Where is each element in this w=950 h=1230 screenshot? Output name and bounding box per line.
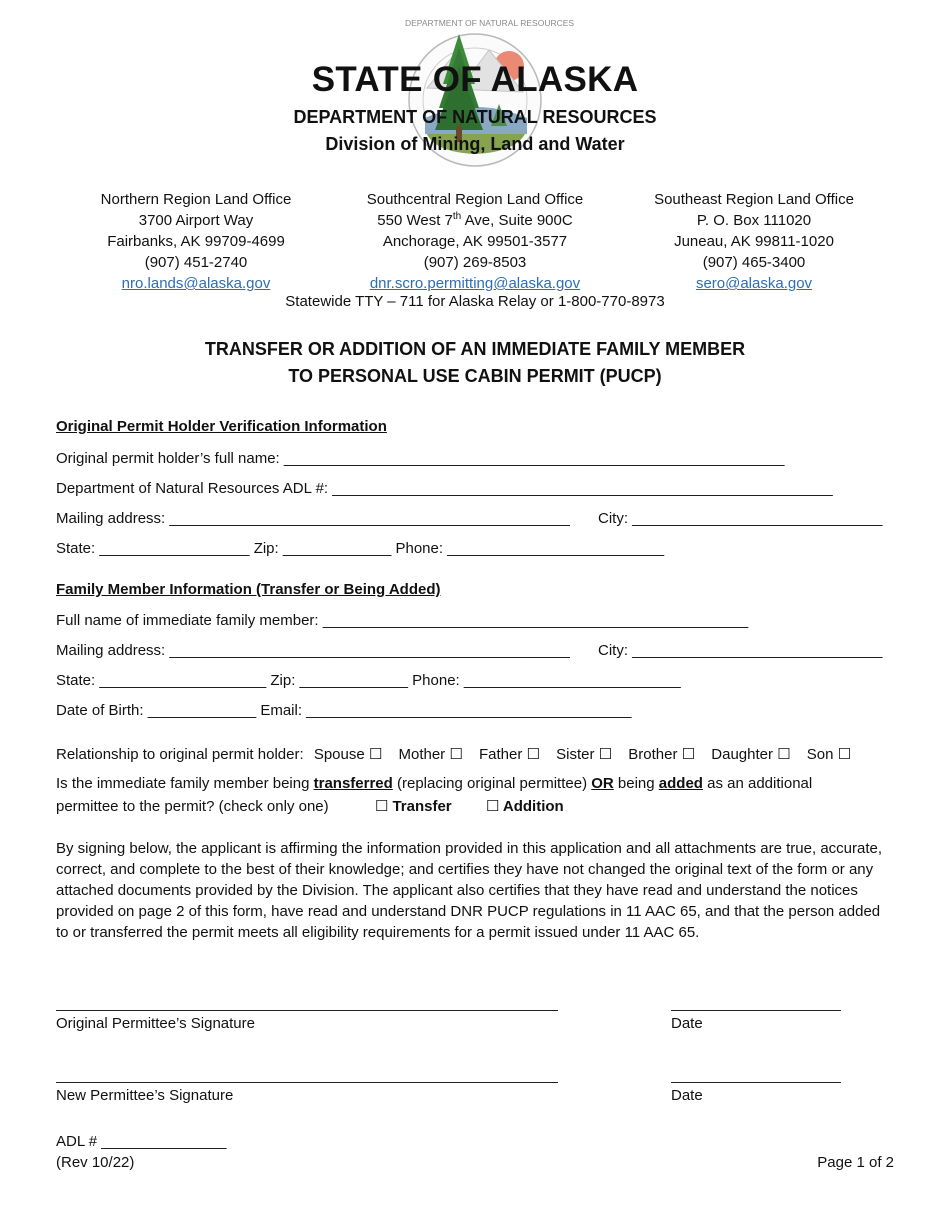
family-full-name-field[interactable]: Full name of immediate family member: ___________________________________________________	[56, 612, 749, 629]
family-mailing-address-field[interactable]: Mailing address: ________________________________________________	[56, 642, 570, 659]
original-signature-label: Original Permittee’s Signature	[56, 1015, 255, 1032]
relationship-option-spouse[interactable]: Spouse ☐	[313, 746, 383, 763]
office-name: Southeast Region Land Office	[654, 191, 854, 208]
checkbox-icon: ☐	[485, 798, 500, 815]
original-state-zip-phone-fields[interactable]: State: __________________ Zip: _____________ Phone: __________________________	[56, 540, 665, 557]
original-mailing-address-field[interactable]: Mailing address: ________________________________________________	[56, 510, 570, 527]
office-address: 550 West 7th Ave, Suite 900C	[377, 211, 573, 229]
office-city: Anchorage, AK 99501-3577	[382, 233, 568, 250]
checkbox-icon: ☐	[374, 798, 389, 815]
form-title-line2: TO PERSONAL USE CABIN PERMIT (PUCP)	[288, 366, 662, 386]
relationship-option-daughter[interactable]: Daughter ☐	[711, 746, 791, 763]
footer-revision: (Rev 10/22)	[56, 1154, 135, 1171]
state-title: STATE OF ALASKA	[311, 60, 639, 99]
division-title: Division of Mining, Land and Water	[325, 134, 625, 154]
office-city: Juneau, AK 99811-1020	[674, 233, 834, 250]
family-member-heading: Family Member Information (Transfer or Being Added)	[56, 581, 441, 598]
original-city-field[interactable]: City: ______________________________	[598, 510, 883, 527]
department-title: DEPARTMENT OF NATURAL RESOURCES	[293, 107, 657, 127]
addition-checkbox[interactable]: ☐ Addition	[485, 798, 564, 815]
office-city: Fairbanks, AK 99709-4699	[107, 233, 285, 250]
checkbox-icon: ☐	[526, 746, 540, 763]
checkbox-icon: ☐	[777, 746, 791, 763]
office-phone: (907) 451-2740	[144, 254, 248, 271]
new-signature-line[interactable]	[56, 1082, 558, 1083]
office-phone: (907) 465-3400	[702, 254, 806, 271]
relationship-option-son[interactable]: Son ☐	[806, 746, 852, 763]
new-signature-label: New Permittee’s Signature	[56, 1087, 234, 1104]
footer-adl-field[interactable]: ADL # _______________	[56, 1133, 227, 1150]
original-holder-heading: Original Permit Holder Verification Information	[56, 418, 387, 435]
family-state-zip-phone-fields[interactable]: State: ____________________ Zip: _____________ Phone: __________________________	[56, 672, 681, 689]
original-date-line[interactable]	[671, 1010, 841, 1011]
office-email-link[interactable]: sero@alaska.gov	[695, 275, 813, 292]
relationship-row	[56, 745, 851, 763]
seal-text: DEPARTMENT OF NATURAL RESOURCES	[405, 18, 575, 28]
affirmation-paragraph: By signing below, the applicant is affirming the information provided in this application and all attachments are true, accurate, correct, and complete to the best of their knowledge; and certifies they have not changed the original text of the form or any attached documents provided by the Division. The applicant also certifies that they have read and understand the notices provided on page 2 of this form, have read and understand DNR PUCP regulations in 11 AAC 65, and that the person added to or transferred the permit meets all eligibility requirements for a permit issued under 11 AAC 65.	[56, 840, 883, 941]
office-email-link[interactable]: nro.lands@alaska.gov	[121, 275, 271, 292]
office-southeast	[624, 189, 884, 294]
transfer-checkbox[interactable]: ☐ Transfer	[374, 798, 452, 815]
form-title	[0, 336, 950, 390]
new-date-label: Date	[671, 1087, 703, 1104]
relationship-option-sister[interactable]: Sister ☐	[556, 746, 613, 763]
office-address: 3700 Airport Way	[138, 212, 254, 229]
office-email-link[interactable]: dnr.scro.permitting@alaska.gov	[369, 275, 581, 292]
office-southcentral	[345, 189, 605, 294]
checkbox-icon: ☐	[449, 746, 463, 763]
family-dob-email-fields[interactable]: Date of Birth: _____________ Email: _______________________________________	[56, 702, 632, 719]
new-date-line[interactable]	[671, 1082, 841, 1083]
relationship-option-father[interactable]: Father ☐	[478, 746, 540, 763]
form-title-line1: TRANSFER OR ADDITION OF AN IMMEDIATE FAMILY MEMBER	[204, 339, 746, 359]
checkbox-icon: ☐	[598, 746, 613, 763]
office-address: P. O. Box 111020	[696, 212, 812, 229]
original-full-name-field[interactable]: Original permit holder’s full name: ____________________________________________________________	[56, 450, 785, 467]
tty-line: Statewide TTY – 711 for Alaska Relay or 1-800-770-8973	[285, 293, 665, 310]
original-date-label: Date	[671, 1015, 703, 1032]
checkbox-icon: ☐	[681, 746, 696, 763]
original-adl-field[interactable]: Department of Natural Resources ADL #: ____________________________________________________________	[56, 480, 833, 497]
relationship-label: Relationship to original permit holder:	[56, 746, 304, 763]
office-northern	[66, 189, 326, 294]
checkbox-icon: ☐	[368, 746, 383, 763]
relationship-option-mother[interactable]: Mother ☐	[398, 746, 463, 763]
relationship-option-brother[interactable]: Brother ☐	[628, 746, 696, 763]
office-name: Southcentral Region Land Office	[366, 191, 584, 208]
footer-page-number: Page 1 of 2	[817, 1154, 894, 1171]
family-city-field[interactable]: City: ______________________________	[598, 642, 883, 659]
transfer-question: Is the immediate family member being transferred (replacing original permittee) OR being added as an additional	[56, 775, 813, 792]
office-name: Northern Region Land Office	[100, 191, 292, 208]
office-phone: (907) 269-8503	[423, 254, 527, 271]
original-signature-line[interactable]	[56, 1010, 558, 1011]
transfer-question-line2: permittee to the permit? (check only one) ☐ Transfer ☐ Addition	[56, 798, 564, 815]
checkbox-icon: ☐	[837, 746, 852, 763]
